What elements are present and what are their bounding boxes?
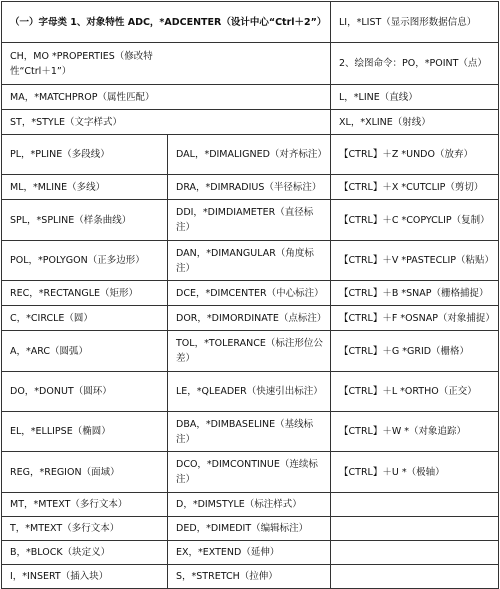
table-cell: 【CTRL】＋L *ORTHO（正交） [331, 372, 499, 412]
table-cell: A，*ARC（圆弧） [2, 331, 168, 372]
table-cell: REC，*RECTANGLE（矩形） [2, 281, 168, 306]
table-cell: TOL，*TOLERANCE（标注形位公差） [168, 331, 331, 372]
table-cell: S，*STRETCH（拉伸） [168, 565, 331, 589]
table-row [2, 412, 499, 452]
table-cell: LI，*LIST（显示图形数据信息） [331, 2, 499, 43]
table-cell: DAN，*DIMANGULAR（角度标注） [168, 241, 331, 281]
table-cell: 【CTRL】＋B *SNAP（栅格捕捉） [331, 281, 499, 306]
table-row [2, 241, 499, 281]
table-cell: MA，*MATCHPROP（属性匹配） [2, 85, 331, 110]
table-cell: CH，MO *PROPERTIES（修改特性“Ctrl＋1”） [2, 43, 331, 85]
table-row [2, 175, 499, 200]
table-cell: EX，*EXTEND（延伸） [168, 541, 331, 565]
table-cell: 【CTRL】＋X *CUTCLIP（剪切） [331, 175, 499, 200]
table-cell: EL，*ELLIPSE（椭圆） [2, 412, 168, 452]
table-cell: 【CTRL】＋C *COPYCLIP（复制） [331, 200, 499, 241]
table-cell: I，*INSERT（插入块） [2, 565, 168, 589]
table-row [2, 541, 499, 565]
table-cell: 【CTRL】＋V *PASTECLIP（粘贴） [331, 241, 499, 281]
table-cell: DBA，*DIMBASELINE（基线标注） [168, 412, 331, 452]
table-row [2, 85, 499, 110]
table-cell: ML，*MLINE（多线） [2, 175, 168, 200]
table-cell: DCE，*DIMCENTER（中心标注） [168, 281, 331, 306]
table-cell: DO，*DONUT（圆环） [2, 372, 168, 412]
table-row [2, 565, 499, 589]
table-cell: LE，*QLEADER（快速引出标注） [168, 372, 331, 412]
table-cell: （一）字母类 1、对象特性 ADC，*ADCENTER（设计中心“Ctrl＋2”） [2, 2, 331, 43]
table-cell: DOR，*DIMORDINATE（点标注） [168, 306, 331, 331]
table-cell: ST，*STYLE（文字样式） [2, 110, 331, 135]
table-cell: PL，*PLINE（多段线） [2, 135, 168, 175]
table-row [2, 517, 499, 541]
table-cell: REG，*REGION（面域） [2, 452, 168, 493]
table-cell [331, 517, 499, 541]
table-row [2, 331, 499, 372]
table-cell: POL，*POLYGON（正多边形） [2, 241, 168, 281]
table-cell: MT，*MTEXT（多行文本） [2, 493, 168, 517]
command-table [1, 1, 499, 589]
table-cell: XL，*XLINE（射线） [331, 110, 499, 135]
table-cell: D，*DIMSTYLE（标注样式） [168, 493, 331, 517]
table-cell: C，*CIRCLE（圆） [2, 306, 168, 331]
table-cell [331, 565, 499, 589]
table-cell: B，*BLOCK（块定义） [2, 541, 168, 565]
table-cell: L，*LINE（直线） [331, 85, 499, 110]
table-row [2, 2, 499, 43]
table-row [2, 493, 499, 517]
table-cell: 【CTRL】＋F *OSNAP（对象捕捉） [331, 306, 499, 331]
table-row [2, 135, 499, 175]
table-cell: 【CTRL】＋U *（极轴） [331, 452, 499, 493]
table-cell: 【CTRL】＋G *GRID（栅格） [331, 331, 499, 372]
table-cell [331, 541, 499, 565]
table-row [2, 372, 499, 412]
table-cell: T，*MTEXT（多行文本） [2, 517, 168, 541]
table-cell: DED，*DIMEDIT（编辑标注） [168, 517, 331, 541]
table-cell: 【CTRL】＋Z *UNDO（放弃） [331, 135, 499, 175]
table-cell: 2、绘图命令：PO，*POINT（点） [331, 43, 499, 85]
table-cell: SPL，*SPLINE（样条曲线） [2, 200, 168, 241]
table-cell: DDI，*DIMDIAMETER（直径标注） [168, 200, 331, 241]
table-row [2, 200, 499, 241]
table-row [2, 43, 499, 85]
table-cell: DRA，*DIMRADIUS（半径标注） [168, 175, 331, 200]
table-row [2, 306, 499, 331]
table-cell [331, 493, 499, 517]
table-row [2, 452, 499, 493]
table-cell: DCO，*DIMCONTINUE（连续标注） [168, 452, 331, 493]
table-cell: 【CTRL】＋W *（对象追踪） [331, 412, 499, 452]
table-row [2, 281, 499, 306]
table-row [2, 110, 499, 135]
table-cell: DAL，*DIMALIGNED（对齐标注） [168, 135, 331, 175]
